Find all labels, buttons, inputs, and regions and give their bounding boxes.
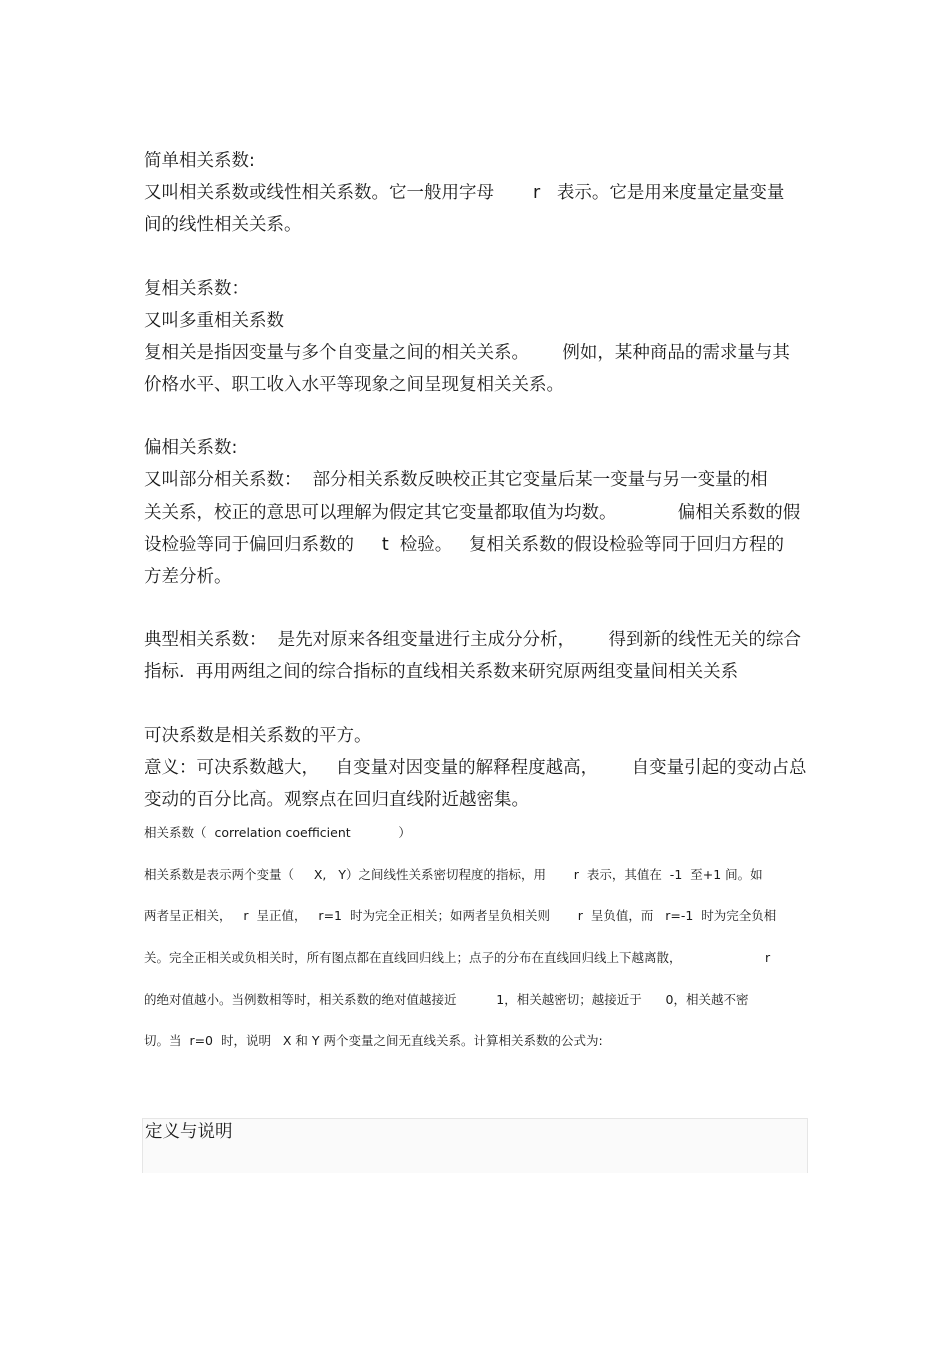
determination-text-line: 意义：可决系数越大， 自变量对因变量的解释程度越高， 自变量引起的变动占总: [144, 758, 807, 778]
correlation-text-line: 关。完全正相关或负相关时，所有图点都在直线回归线上；点子的分布在直线回归线上下越离散， r: [144, 950, 771, 965]
correlation-text-line: 的绝对值越小。当例数相等时，相关系数的绝对值越接近 1，相关越密切；越接近于 0，相关越不密: [144, 992, 749, 1007]
multiple-text-line: 复相关是指因变量与多个自变量之间的相关关系。 例如，某种商品的需求量与其: [144, 343, 790, 363]
simple-heading: 简单相关系数:: [144, 151, 255, 171]
partial-text-line: 设检验等同于偏回归系数的 t 检验。 复相关系数的假设检验等同于回归方程的: [144, 535, 784, 555]
correlation-text-line: 切。当 r=0 时，说明 X 和 Y 两个变量之间无直线关系。计算相关系数的公式为:: [144, 1033, 603, 1048]
canonical-text-line: 指标. 再用两组之间的综合指标的直线相关系数来研究原两组变量间相关关系: [144, 662, 739, 682]
multiple-heading: 复相关系数：: [144, 279, 249, 299]
simple-text-line: 间的线性相关关系。: [144, 215, 302, 235]
partial-text-line: 关关系，校正的意思可以理解为假定其它变量都取值为均数。 偏相关系数的假: [144, 503, 801, 523]
multiple-text-line: 又叫多重相关系数: [144, 311, 284, 331]
partial-text-line: 又叫部分相关系数： 部分相关系数反映校正其它变量后某一变量与另一变量的相: [144, 470, 768, 490]
correlation-text-line: 相关系数是表示两个变量（ X, Y）之间线性关系密切程度的指标，用 r 表示，其值在 -1 至+1 间。如: [144, 867, 763, 882]
partial-text-line: 方差分析。: [144, 567, 232, 587]
determination-text-line: 变动的百分比高。观察点在回归直线附近越密集。: [144, 790, 529, 810]
correlation-heading: 相关系数（ correlation coefficient ）: [144, 825, 411, 840]
partial-heading: 偏相关系数:: [144, 438, 238, 458]
simple-text-line: 又叫相关系数或线性相关系数。它一般用字母 r 表示。它是用来度量定量变量: [144, 183, 785, 203]
multiple-text-line: 价格水平、职工收入水平等现象之间呈现复相关关系。: [144, 375, 564, 395]
definition-box-title: 定义与说明: [145, 1122, 233, 1142]
definition-box: [142, 1118, 808, 1173]
canonical-text-line: 典型相关系数： 是先对原来各组变量进行主成分分析， 得到新的线性无关的综合: [144, 630, 801, 650]
determination-text-line: 可决系数是相关系数的平方。: [144, 726, 372, 746]
correlation-text-line: 两者呈正相关， r 呈正值， r=1 时为完全正相关；如两者呈负相关则 r 呈负值，而 r=-1 时为完全负相: [144, 908, 777, 923]
